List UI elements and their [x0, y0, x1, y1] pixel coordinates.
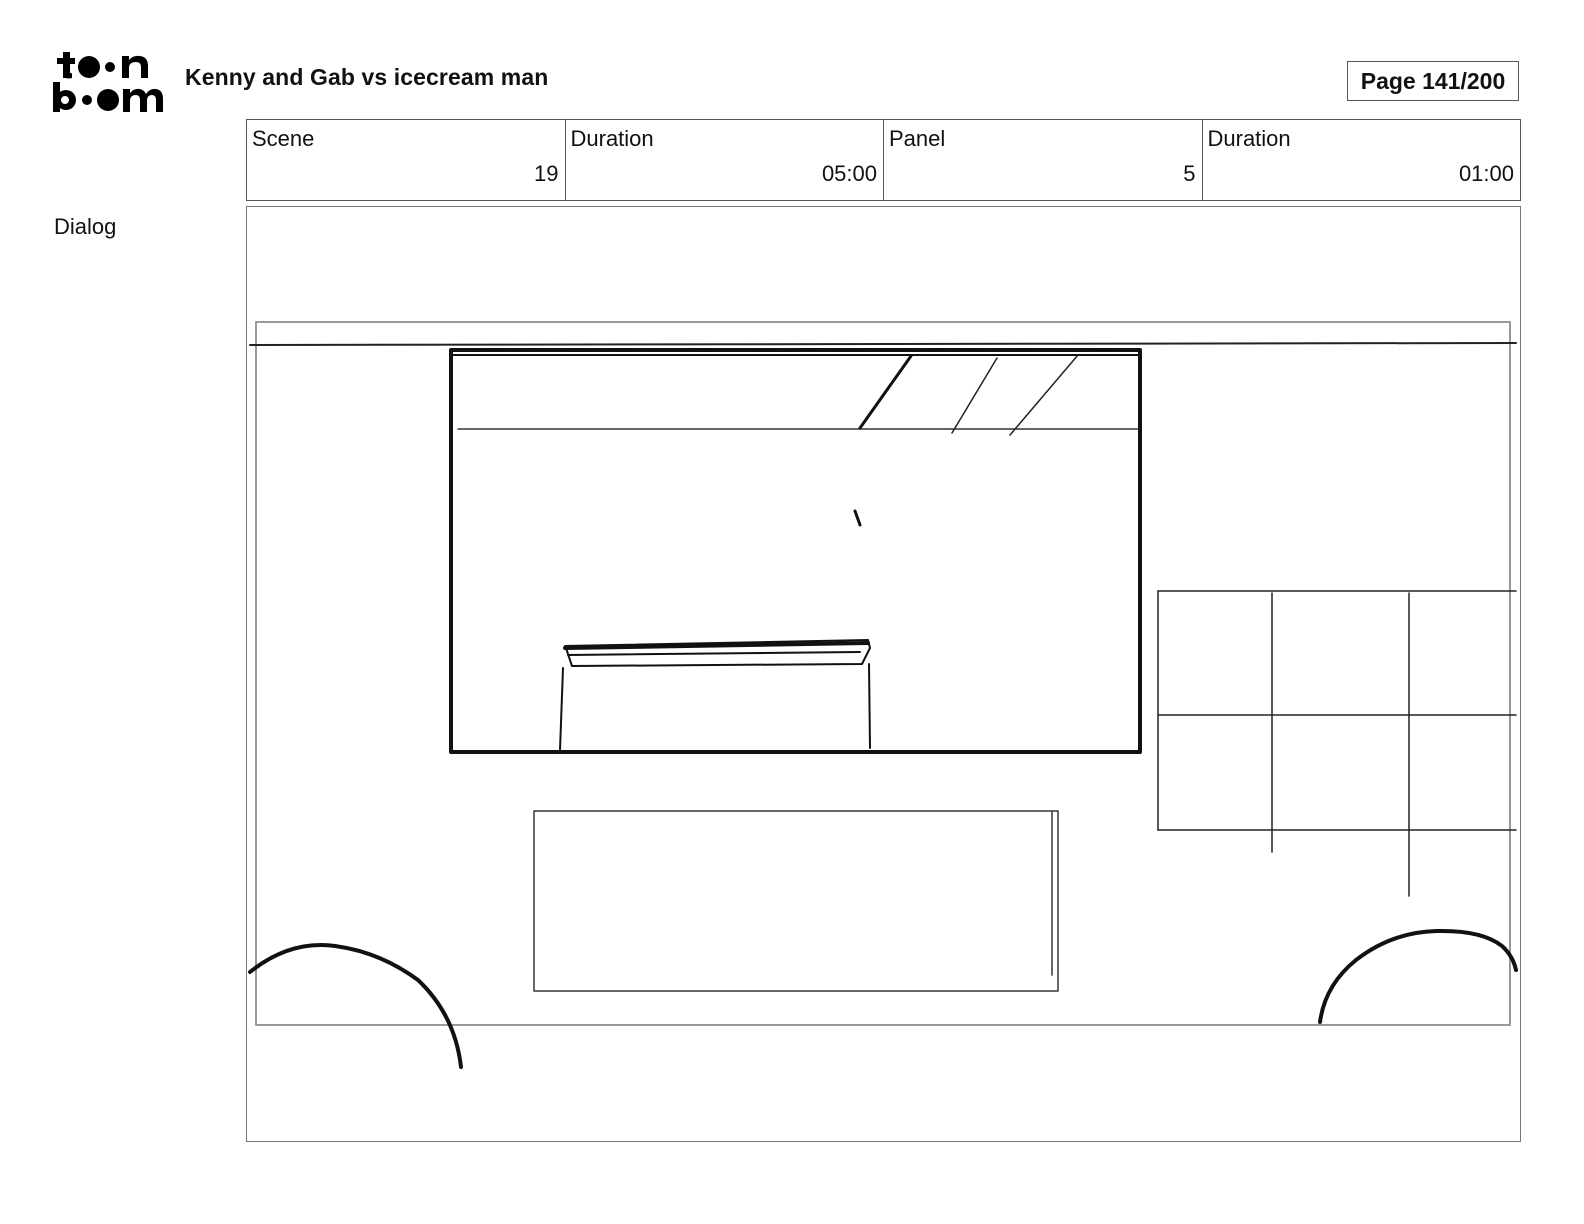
menu-grid — [1158, 591, 1516, 896]
document-title: Kenny and Gab vs icecream man — [185, 64, 549, 90]
serving-window — [451, 350, 1140, 752]
side-panel — [534, 811, 1058, 991]
roof-line — [250, 343, 1516, 345]
panel-value: 5 — [1183, 161, 1196, 186]
glass-reflection — [860, 356, 911, 428]
dialog-label: Dialog — [54, 214, 117, 239]
front-wheel-arch — [250, 945, 461, 1067]
scene-duration-value: 05:00 — [821, 161, 877, 186]
page-indicator: Page 141/200 — [1347, 61, 1519, 101]
scene-label: Scene — [252, 126, 315, 151]
panel-duration-label: Duration — [1207, 126, 1291, 151]
scene-value: 19 — [534, 161, 559, 186]
panel-duration-value: 01:00 — [1458, 161, 1514, 186]
panel-label: Panel — [889, 126, 946, 151]
scene-duration-label: Duration — [570, 126, 654, 151]
counter-side-right — [869, 664, 870, 748]
safe-frame — [256, 322, 1510, 1025]
counter-side-left — [560, 668, 563, 750]
rear-wheel-arch — [1320, 931, 1516, 1022]
